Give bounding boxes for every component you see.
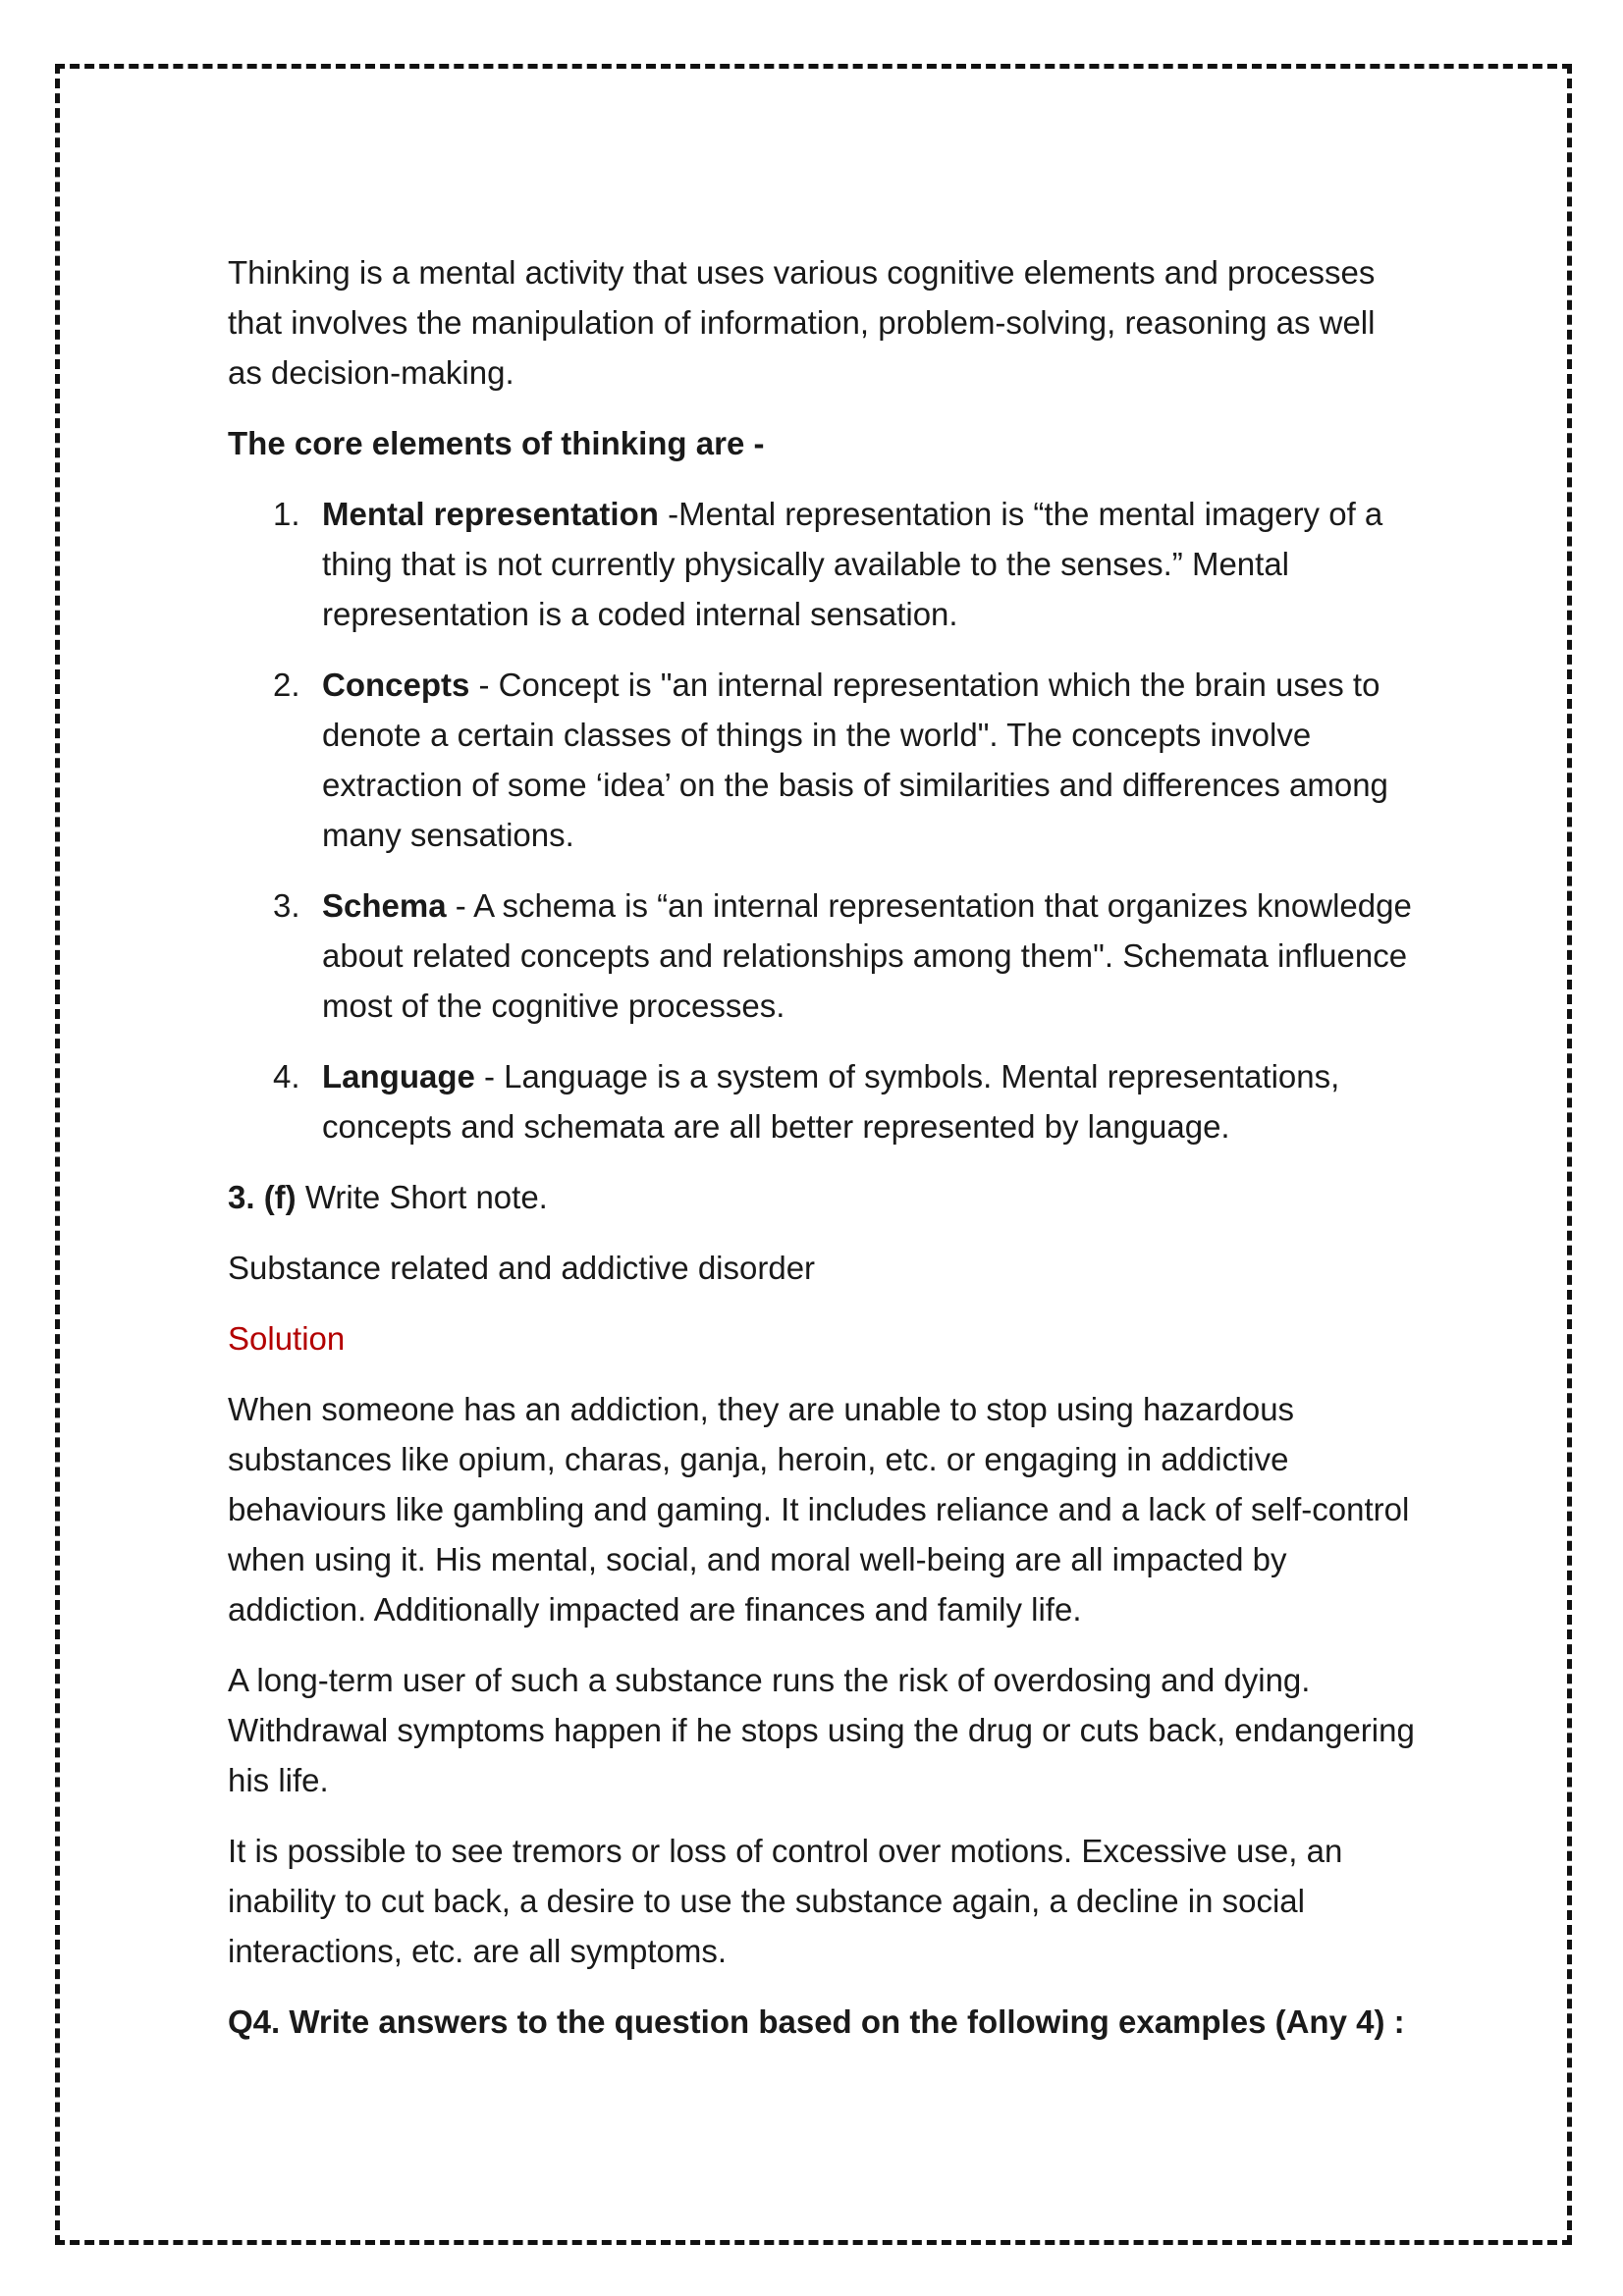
list-term: Concepts xyxy=(322,667,470,703)
question-label: 3. (f) xyxy=(228,1179,297,1215)
list-description: - A schema is “an internal representation that organizes knowledge about related concepts and relationships among them". Schemata influence most of the cognitive processes. xyxy=(322,887,1412,1024)
list-term: Mental representation xyxy=(322,496,659,532)
question-topic: Substance related and addictive disorder xyxy=(228,1250,816,1286)
list-item xyxy=(273,660,1416,860)
question-text: Write Short note. xyxy=(296,1179,548,1215)
list-number: 4. xyxy=(273,1058,300,1095)
list-description: - Language is a system of symbols. Mental representations, concepts and schemata are all better represented by language. xyxy=(322,1058,1340,1145)
list-item xyxy=(273,881,1416,1031)
core-elements-list xyxy=(228,489,1416,1151)
solution-paragraph: A long-term user of such a substance runs the risk of overdosing and dying. Withdrawal symptoms happen if he stops using the drug or cuts back, endangering his life. xyxy=(228,1662,1415,1798)
q4-heading: Q4. Write answers to the question based on the following examples (Any 4) : xyxy=(228,2003,1405,2040)
core-elements-heading: The core elements of thinking are - xyxy=(228,425,765,461)
list-number: 1. xyxy=(273,496,300,532)
list-item xyxy=(273,489,1416,639)
question-line xyxy=(228,1172,1416,1222)
list-description: -Mental representation is “the mental imagery of a thing that is not currently physically available to the senses.” Mental representation is a coded internal sensation. xyxy=(322,496,1383,632)
solution-paragraph: It is possible to see tremors or loss of control over motions. Excessive use, an inability to cut back, a desire to use the substance again, a decline in social interactions, etc. are all symptoms. xyxy=(228,1833,1343,1969)
list-description: - Concept is "an internal representation which the brain uses to denote a certain classes of things in the world". The concepts involve extraction of some ‘idea’ on the basis of similarities and differences among many sensations. xyxy=(322,667,1388,853)
solution-paragraph: When someone has an addiction, they are unable to stop using hazardous substances like opium, charas, ganja, heroin, etc. or engaging in addictive behaviours like gambling and gaming. It includes reliance and a lack of self-control when using it. His mental, social, and moral well-being are all impacted by addiction. Additionally impacted are finances and family life. xyxy=(228,1391,1410,1628)
list-term: Schema xyxy=(322,887,447,924)
list-term: Language xyxy=(322,1058,475,1095)
solution-label: Solution xyxy=(228,1320,346,1357)
list-item xyxy=(273,1051,1416,1151)
list-number: 2. xyxy=(273,667,300,703)
document-body xyxy=(228,247,1416,2067)
intro-paragraph: Thinking is a mental activity that uses various cognitive elements and processes that involves the manipulation of information, problem-solving, reasoning as well as decision-making. xyxy=(228,254,1376,391)
list-number: 3. xyxy=(273,887,300,924)
